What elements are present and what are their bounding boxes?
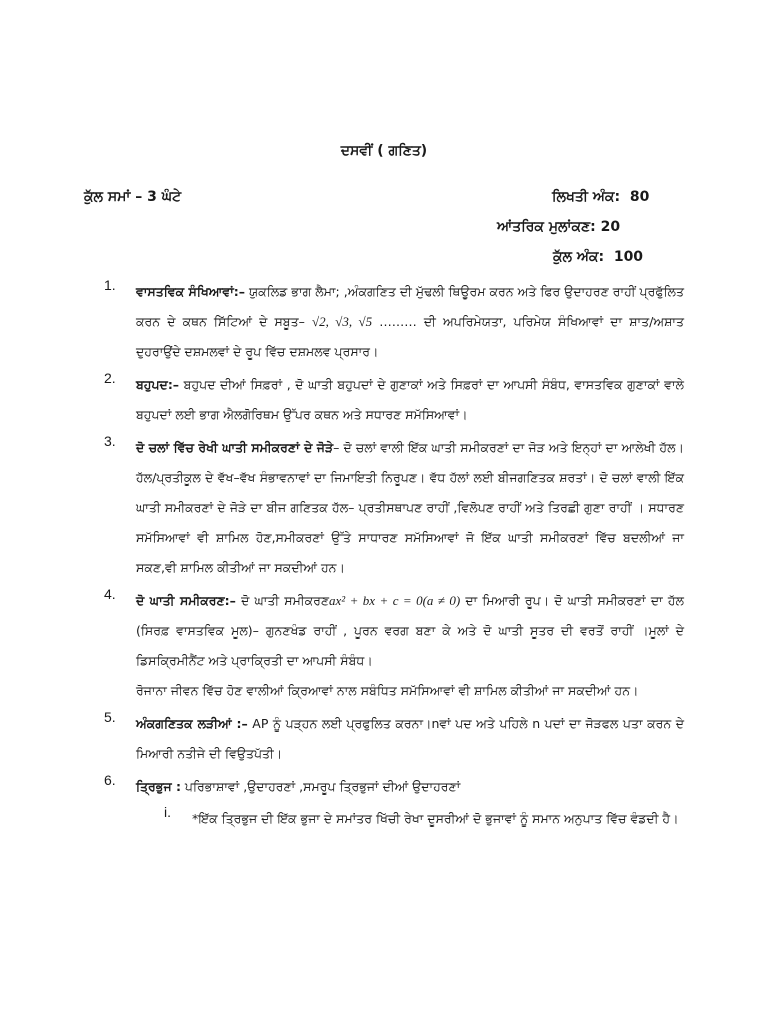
item-body: ਯੁਕਲਿਡ ਭਾਗ ਲੈਮਾ; ,ਅੰਕਗਣਿਤ ਦੀ ਮੁੱਢਲੀ ਥਿਊਰਮ ਕਰਨ ਅਤੇ ਫਿਰ ਉਦਾਹਰਣ ਰਾਹੀਂ ਪ੍ਰਫੁੱਲਿਤ ਕਰਨ ਦੇ ਕਥਨ ਸਿੱਟਿਆਂ ਦੇ ਸਬੂਤ– [136, 284, 684, 329]
sub-list-item [136, 804, 684, 834]
item-heading: ਦੋ ਚਲਾਂ ਵਿੱਚ ਰੇਖੀ ਘਾਤੀ ਸਮੀਕਰਣਾਂ ਦੇ ਜੋੜੇ [136, 440, 334, 455]
item-text [136, 277, 684, 367]
math-expression: ax² + bx + c = 0(a ≠ 0) [329, 593, 461, 608]
sub-item-text: *ਇੱਕ ਤ੍ਰਿਭੁਜ ਦੀ ਇੱਕ ਭੁਜਾ ਦੇ ਸਮਾਂਤਰ ਖਿੱਚੀ ਰੇਖਾ ਦੂਸਰੀਆਂ ਦੋ ਭੁਜਾਵਾਂ ਨੂੰ ਸਮਾਨ ਅਨੁਪਾਤ ਵਿੱਚ ਵੰਡਦੀ ਹੈ। [192, 811, 679, 826]
written-marks [552, 189, 649, 205]
sub-item-number: i. [164, 804, 171, 820]
item-number: 6. [104, 772, 116, 788]
item-text [136, 586, 684, 706]
item-body-continued: ਦਾ ਮਿਆਰੀ ਰੂਪ। ਦੋ ਘਾਤੀ ਸਮੀਕਰਣਾਂ ਦਾ ਹੱਲ (ਸਿਰਫ਼ ਵਾਸਤਵਿਕ ਮੂਲ)– ਗੁਨਣਖੰਡ ਰਾਹੀਂ , ਪੂਰਨ ਵਰਗ ਬਣਾ ਕੇ ਅਤੇ ਦੋ ਘਾਤੀ ਸੂਤਰ ਦੀ ਵਰਤੋਂ ਰਾਹੀਂ ।ਮੂਲਾਂ ਦੇ ਡਿਸਕ੍ਰਿਮੀਨੈਂਟ ਅਤੇ ਪ੍ਰਾਕ੍ਰਿਤੀ ਦਾ ਆਪਸੀ ਸੰਬੰਧ। [136, 593, 684, 668]
list-item [104, 586, 684, 706]
item-text [136, 370, 684, 430]
item-heading: ਅੰਕਗਣਿਤਕ ਲੜੀਆਂ :– [136, 716, 248, 731]
list-item [104, 709, 684, 769]
page-title: ਦਸਵੀਂ ( ਗਣਿਤ) [340, 143, 428, 159]
item-heading: ਦੋ ਘਾਤੀ ਸਮੀਕਰਣ:– [136, 593, 236, 608]
total-marks [553, 249, 643, 265]
item-number: 2. [104, 370, 116, 386]
item-body: ਪਰਿਭਾਸ਼ਾਵਾਂ ,ਉਦਾਹਰਣਾਂ ,ਸਮਰੂਪ ਤ੍ਰਿਭੁਜਾਂ ਦੀਆਂ ਉਦਾਹਰਣਾਂ [180, 779, 461, 794]
item-number: 1. [104, 277, 116, 293]
internal-assessment-label: ਆਂਤਰਿਕ ਮੁਲਾਂਕਣ: [497, 219, 596, 235]
item-body: – ਦੋ ਚਲਾਂ ਵਾਲੀ ਇੱਕ ਘਾਤੀ ਸਮੀਕਰਣਾਂ ਦਾ ਜੋੜ ਅਤੇ ਇਨ੍ਹਾਂ ਦਾ ਆਲੇਖੀ ਹੱਲ। ਹੱਲ/ਪ੍ਰਤੀਕੂਲ ਦੇ ਵੱਖ–ਵੱਖ ਸੰਭਾਵਨਾਵਾਂ ਦਾ ਜਿਮਾਇਤੀ ਨਿਰੂਪਣ। ਵੱਧ ਹੱਲਾਂ ਲਈ ਬੀਜਗਣਿਤਕ ਸ਼ਰਤਾਂ। ਦੋ ਚਲਾਂ ਵਾਲੀ ਇੱਕ ਘਾਤੀ ਸਮੀਕਰਣਾਂ ਦੇ ਜੋੜੇ ਦਾ ਬੀਜ ਗਣਿਤਕ ਹੱਲ– ਪ੍ਰਤੀਸਥਾਪਣ ਰਾਹੀਂ ,ਵਿਲੋਪਣ ਰਾਹੀਂ ਅਤੇ ਤਿਰਛੀ ਗੁਣਾ ਰਾਹੀਂ । ਸਧਾਰਣ ਸਮੱਸਿਆਵਾਂ ਵੀ ਸ਼ਾਮਿਲ ਹੋਣ,ਸਮੀਕਰਣਾਂ ਉੱਤੇ ਸਾਧਾਰਣ ਸਮੱਸਿਆਵਾਂ ਜੋ ਇੱਕ ਘਾਤੀ ਸਮੀਕਰਣਾਂ ਵਿੱਚ ਬਦਲੀਆਂ ਜਾ ਸਕਣ,ਵੀ ਸ਼ਾਮਿਲ ਕੀਤੀਆਂ ਜਾ ਸਕਦੀਆਂ ਹਨ। [136, 440, 684, 575]
list-item [104, 772, 684, 834]
list-item [104, 433, 684, 583]
item-number: 4. [104, 586, 116, 602]
item-text [136, 709, 684, 769]
list-item [104, 277, 684, 367]
item-body: AP ਨੂੰ ਪੜ੍ਹਨ ਲਈ ਪ੍ਰਫੁਲਿਤ ਕਰਨਾ।nਵਾਂ ਪਦ ਅਤੇ ਪਹਿਲੇ n ਪਦਾਂ ਦਾ ਜੋੜਫਲ ਪਤਾ ਕਰਨ ਦੇ ਮਿਆਰੀ ਨਤੀਜੇ ਦੀ ਵਿਉਤਪੱਤੀ। [136, 716, 684, 761]
item-text [136, 772, 684, 802]
item-body-continued: ……… ਦੀ ਅਪਰਿਮੇਯਤਾ, ਪਰਿਮੇਯ ਸੰਖਿਆਵਾਂ ਦਾ ਸ਼ਾਤ/ਅਸ਼ਾਤ ਦੁਹਰਾਉਂਦੇ ਦਸ਼ਮਲਵਾਂ ਦੇ ਰੂਪ ਵਿੱਚ ਦਸ਼ਮਲਵ ਪ੍ਰਸਾਰ। [136, 314, 684, 359]
internal-assessment-value: 20 [600, 219, 621, 235]
exam-duration: ਕੁੱਲ ਸਮਾਂ – 3 ਘੰਟੇ [84, 189, 182, 205]
item-heading: ਵਾਸਤਵਿਕ ਸੰਖਿਆਵਾਂ:– [136, 284, 245, 299]
total-marks-value: 100 [613, 249, 644, 265]
list-item [104, 370, 684, 430]
item-number: 5. [104, 709, 116, 725]
item-heading: ਬਹੁਪਦ:– [136, 377, 180, 392]
item-text [136, 433, 684, 583]
written-marks-label: ਲਿਖਤੀ ਅੰਕ: [552, 189, 621, 205]
item-body: ਬਹੁਪਦ ਦੀਆਂ ਸਿਫ਼ਰਾਂ , ਦੋ ਘਾਤੀ ਬਹੁਪਦਾਂ ਦੇ ਗੁਣਾਕਾਂ ਅਤੇ ਸਿਫ਼ਰਾਂ ਦਾ ਆਪਸੀ ਸੰਬੰਧ, ਵਾਸਤਵਿਕ ਗੁਣਾਕਾਂ ਵਾਲੇ ਬਹੁਪਦਾਂ ਲਈ ਭਾਗ ਐਲਗੋਰਿਥਮ ਉੱਪਰ ਕਥਨ ਅਤੇ ਸਧਾਰਣ ਸਮੱਸਿਆਵਾਂ। [136, 377, 684, 422]
written-marks-value: 80 [629, 189, 650, 205]
total-marks-label: ਕੁੱਲ ਅੰਕ: [553, 249, 605, 265]
item-heading: ਤ੍ਰਿਭੁਜ : [136, 779, 181, 794]
item-note: ਰੋਜਾਨਾ ਜੀਵਨ ਵਿੱਚ ਹੋਣ ਵਾਲੀਆਂ ਕ੍ਰਿਆਵਾਂ ਨਾਲ ਸਬੰਧਿਤ ਸਮੱਸਿਆਵਾਂ ਵੀ ਸ਼ਾਮਿਲ ਕੀਤੀਆਂ ਜਾ ਸਕਦੀਆਂ ਹਨ। [136, 683, 639, 698]
internal-assessment [497, 219, 620, 235]
item-body: ਦੋ ਘਾਤੀ ਸਮੀਕਰਣ [235, 593, 330, 608]
math-expression: √2, √3, √5 [311, 314, 373, 329]
item-number: 3. [104, 433, 116, 449]
syllabus-list [104, 277, 684, 837]
